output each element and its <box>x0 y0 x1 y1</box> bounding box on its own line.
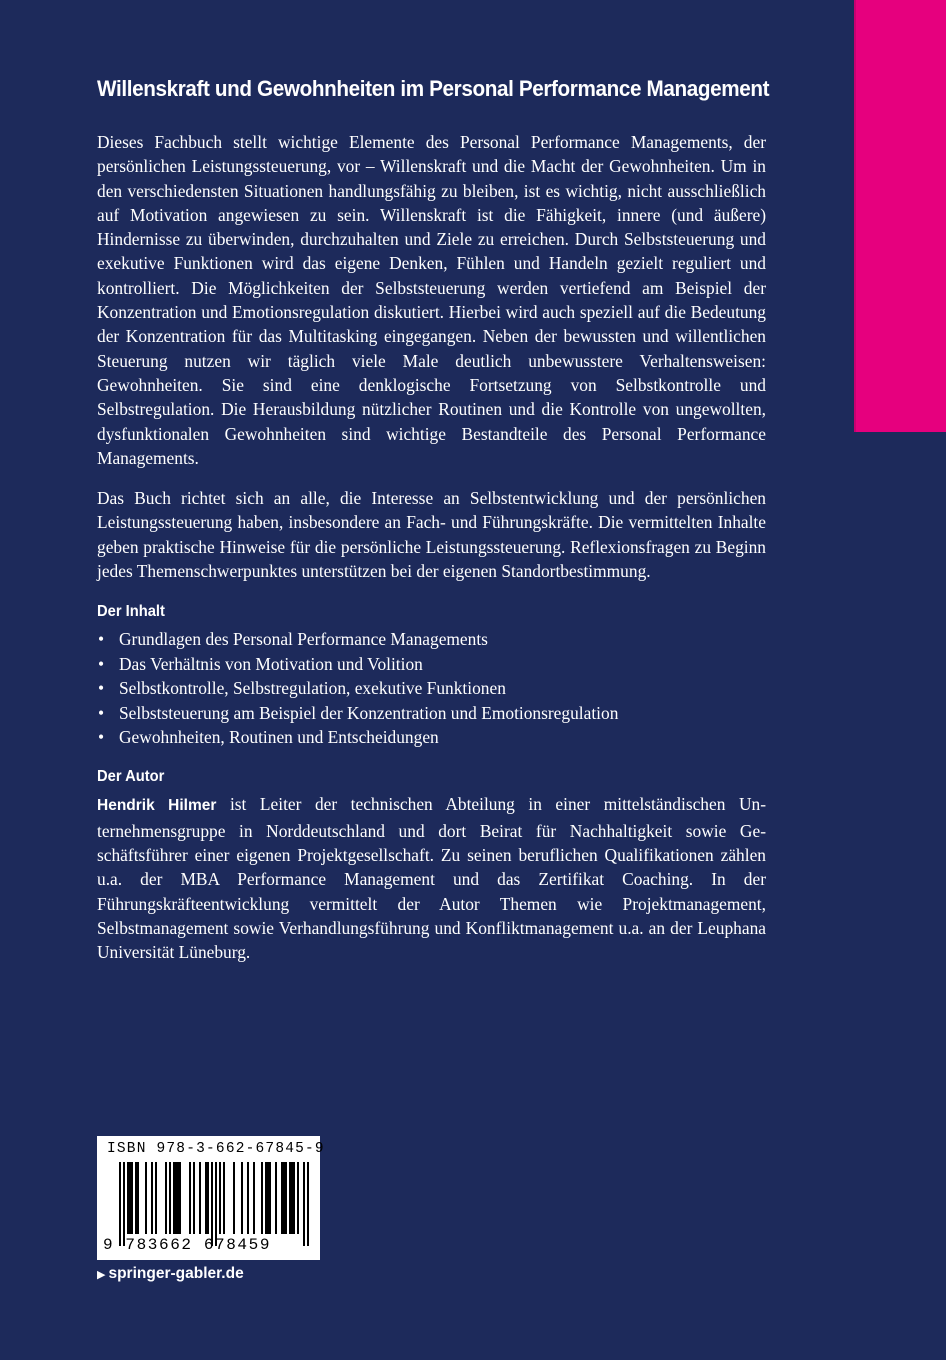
barcode-bar <box>179 1162 181 1234</box>
list-item: • Grundlagen des Personal Performance Managements <box>97 627 766 651</box>
barcode-bar <box>241 1162 243 1234</box>
barcode-bar <box>193 1162 195 1234</box>
barcode-bar <box>293 1162 295 1234</box>
barcode-bar <box>297 1162 299 1234</box>
barcode-bar <box>275 1162 277 1234</box>
contents-list <box>97 627 766 749</box>
list-item: • Selbststeuerung am Beispiel der Konzentration und Emotionsregulation <box>97 701 766 725</box>
barcode-bar <box>261 1162 263 1234</box>
author-bio <box>97 792 766 964</box>
magenta-accent-bar <box>856 0 946 432</box>
barcode-bar <box>219 1162 221 1234</box>
back-cover-text <box>97 74 770 980</box>
barcode-bar <box>199 1162 201 1234</box>
barcode-bar <box>177 1162 179 1234</box>
barcode-bar <box>137 1162 139 1234</box>
barcode-bar <box>265 1162 267 1234</box>
barcode-bar <box>247 1162 249 1234</box>
barcode-bar <box>211 1162 213 1246</box>
barcode-bar <box>233 1162 235 1234</box>
barcode-bar <box>145 1162 147 1234</box>
description-paragraph-2: Das Buch richtet sich an alle, die Interesse an Selbstentwicklung und der persönlichen Leistungssteuerung haben, insbesondere an Fach- und Führungskräfte. Die vermittelten Inhalte geben praktische Hinweise für die persönliche Leistungssteuerung. Reflexionsfragen zu Beginn jedes Themenschwerpunktes unterstützen bei der eigenen Standortbestimmung. <box>97 488 766 582</box>
barcode-bar <box>307 1162 309 1246</box>
barcode-bar <box>151 1162 153 1234</box>
website-link[interactable] <box>97 1265 244 1283</box>
list-item: • Gewohnheiten, Routinen und Entscheidungen <box>97 725 766 749</box>
barcode-bar <box>253 1162 255 1234</box>
barcode-bar <box>223 1162 225 1234</box>
author-heading: Der Autor <box>97 768 165 786</box>
barcode-bar <box>281 1162 283 1234</box>
barcode-bar <box>131 1162 133 1234</box>
author-name: Hendrik Hilmer <box>97 797 217 815</box>
barcode-bar <box>175 1162 177 1234</box>
barcode-bar <box>283 1162 285 1234</box>
barcode-bar <box>165 1162 167 1234</box>
website-text: springer-gabler.de <box>108 1265 244 1282</box>
barcode-bar <box>285 1162 287 1234</box>
description-paragraph-1: Dieses Fachbuch stellt wichtige Elemente des Personal Performance Managements, der persönlichen Leistungssteuerung, vor – Willenskraft und die Macht der Gewohnheiten. Um in den verschiedensten Situationen handlungsfähig zu bleiben, ist es wichtig, nicht ausschließlich auf Motivation angewiesen zu sein. Willenskraft ist die Fähigkeit, innere (und äußere) Hindernisse zu überwinden, durchzuhalten und Ziele zu erreichen. Durch Selbststeuerung und exekutive Funktionen wird das eigene Denken, Fühlen und Handeln gezielt reguliert und kontrolliert. Die Möglichkeiten der Selbststeuerung werden vertiefend am Beispiel der Konzentration und Emotionsregulation diskutiert. Hierbei wird auch speziell auf die Bedeutung der Konzentration für das Multitasking eingegangen. Neben der bewussten und willentlichen Steuerung nutzen wir täglich viele Male deutlich unbewusstere Verhaltensweisen: Gewohnheiten. Sie sind eine denklogische Fortsetzung von Selbstkontrolle und Selbstregulation. Die Herausbildung nützlicher Routinen und die Kontrolle von ungewollten, dysfunktionalen Gewohnheiten sind wichtige Bestandteile des Personal Performance Managements. <box>97 132 766 468</box>
barcode-bar <box>173 1162 175 1234</box>
isbn-barcode <box>97 1136 325 1260</box>
barcode-bar <box>129 1162 131 1234</box>
barcode-digits: 9 783662 678459 <box>103 1236 272 1254</box>
arrow-right-icon: ▶ <box>97 1269 106 1281</box>
barcode-bar <box>127 1162 129 1234</box>
barcode-bar <box>189 1162 191 1234</box>
barcode-bar <box>269 1162 271 1234</box>
barcode-bar <box>205 1162 207 1234</box>
book-title: Willenskraft und Gewohnheiten im Personal Performance Management <box>97 76 770 101</box>
barcode-bar <box>207 1162 209 1234</box>
author-bio-text: ist Leiter der technischen Abteilung in einer mittelständischen Unternehmensgruppe in Norddeutschland und dort Beirat für Nachhaltigkeit sowie Geschäftsführer einer eigenen Projektgesellschaft. Zu seinen beruflichen Qualifikationen zählen u.a. der MBA Performance Management und das Zertifikat Coaching. In der Führungskräfteentwicklung vermittelt der Autor Themen wie Projektmanagement, Selbstmanagement sowie Verhandlungsführung und Konfliktmanagement u.a. an der Leuphana Universität Lüneburg. <box>97 794 766 963</box>
list-item: • Das Verhältnis von Motivation und Volition <box>97 652 766 676</box>
contents-heading: Der Inhalt <box>97 603 165 621</box>
barcode-bar <box>123 1162 125 1246</box>
barcode-bar <box>215 1162 217 1246</box>
barcode-bar <box>119 1162 121 1246</box>
barcode-bar <box>291 1162 293 1234</box>
barcode-bar <box>155 1162 157 1234</box>
barcode-bar <box>267 1162 269 1234</box>
isbn-label: ISBN 978-3-662-67845-9 <box>107 1141 325 1157</box>
barcode-bar <box>169 1162 171 1234</box>
list-item: • Selbstkontrolle, Selbstregulation, exekutive Funktionen <box>97 676 766 700</box>
barcode-bar <box>135 1162 137 1234</box>
barcode-bar <box>303 1162 305 1246</box>
barcode-bar <box>289 1162 291 1234</box>
